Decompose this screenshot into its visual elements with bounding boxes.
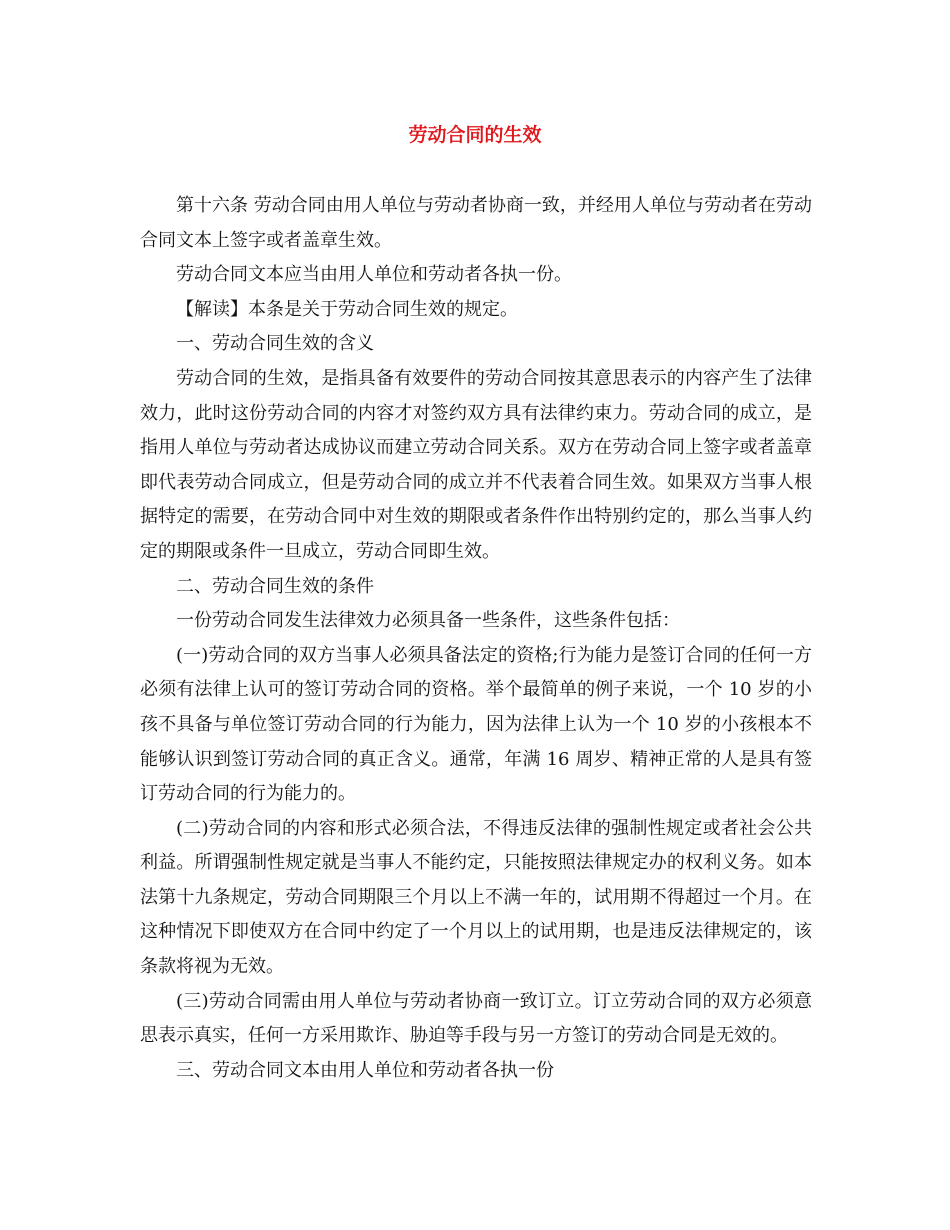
paragraph-interpretation: 【解读】本条是关于劳动合同生效的规定。: [176, 298, 518, 320]
section-heading-3: 三、劳动合同文本由用人单位和劳动者各执一份: [176, 1059, 554, 1081]
document-title: 劳动合同的生效: [408, 124, 542, 146]
section-heading-1: 一、劳动合同生效的含义: [176, 333, 374, 355]
section-heading-2: 二、劳动合同生效的条件: [176, 575, 374, 597]
paragraph-conditions-intro: 一份劳动合同发生法律效力必须具备一些条件，这些条件包括：: [176, 610, 680, 632]
paragraph-condition-2: (二)劳动合同的内容和形式必须合法，不得违反法律的强制性规定或者社会公共利益。所谓强制性规定就是当事人不能约定，只能按照法律规定办的权利义务。如本法第十九条规定，劳动合同期限三个月以上不满一年的，试用期不得超过一个月。在这种情况下即使双方在合同中约定了一个月以上的试用期，也是违反法律规定的，该条款将视为无效。: [140, 817, 812, 978]
paragraph-condition-1: (一)劳动合同的双方当事人必须具备法定的资格;行为能力是签订合同的任何一方必须有法律上认可的签订劳动合同的资格。举个最简单的例子来说，一个 10 岁的小孩不具备与单位签订劳动合同的行为能力，因为法律上认为一个 10 岁的小孩根本不能够认识到签订劳动合同的真正含义。通常，年满 16 周岁、精神正常的人是具有签订劳动合同的行为能力的。: [140, 644, 812, 805]
paragraph-copies: 劳动合同文本应当由用人单位和劳动者各执一份。: [176, 264, 572, 286]
document-body: [140, 189, 812, 1088]
paragraph-condition-3: (三)劳动合同需由用人单位与劳动者协商一致订立。订立劳动合同的双方必须意思表示真实，任何一方采用欺诈、胁迫等手段与另一方签订的劳动合同是无效的。: [140, 990, 812, 1047]
paragraph-article-16: 第十六条 劳动合同由用人单位与劳动者协商一致，并经用人单位与劳动者在劳动合同文本上签字或者盖章生效。: [140, 195, 812, 251]
paragraph-meaning: 劳动合同的生效，是指具备有效要件的劳动合同按其意思表示的内容产生了法律效力，此时这份劳动合同的内容才对签约双方具有法律约束力。劳动合同的成立，是指用人单位与劳动者达成协议而建立劳动合同关系。双方在劳动合同上签字或者盖章即代表劳动合同成立，但是劳动合同的成立并不代表着合同生效。如果双方当事人根据特定的需要，在劳动合同中对生效的期限或者条件作出特别约定的，那么当事人约定的期限或条件一旦成立，劳动合同即生效。: [140, 367, 812, 562]
